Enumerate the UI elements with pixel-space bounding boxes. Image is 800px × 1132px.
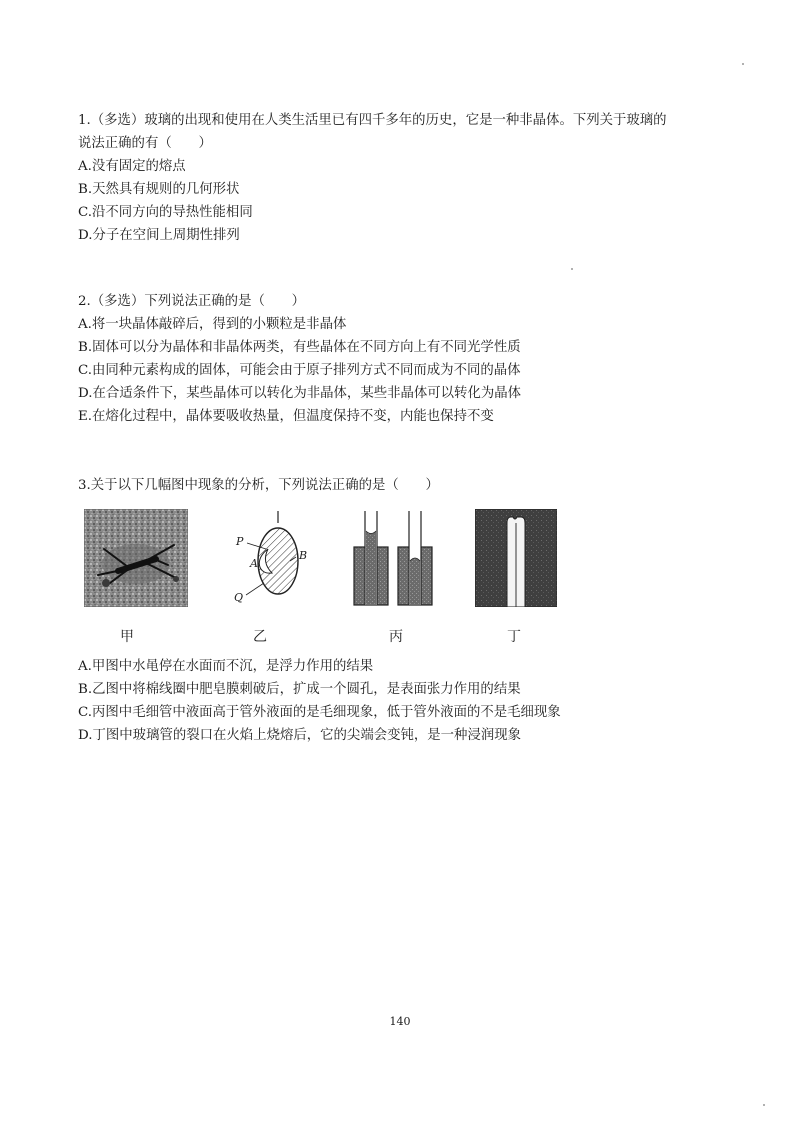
question-3-option-d: D.丁图中玻璃管的裂口在火焰上烧熔后，它的尖端会变钝，是一种浸润现象	[78, 728, 522, 743]
figure-yi-soap-film	[228, 509, 318, 607]
label-b: B	[299, 549, 308, 562]
question-2-option-d: D.在合适条件下，某些晶体可以转化为非晶体，某些非晶体可以转化为晶体	[78, 386, 522, 401]
scan-speck	[763, 1104, 765, 1106]
question-1	[78, 109, 712, 247]
question-2	[78, 290, 712, 428]
question-1-option-d: D.分子在空间上周期性排列	[78, 228, 240, 243]
question-1-option-b: B.天然具有规则的几何形状	[78, 182, 240, 197]
figure-jia-water-strider	[84, 509, 188, 607]
question-1-option-c: C.沿不同方向的导热性能相同	[78, 205, 253, 220]
caption-jia: 甲	[120, 629, 134, 645]
page-number: 140	[389, 1015, 411, 1028]
label-p: P	[236, 535, 244, 548]
question-2-option-e: E.在熔化过程中，晶体要吸收热量，但温度保持不变，内能也保持不变	[78, 409, 494, 424]
question-2-stem: 2.（多选）下列说法正确的是（ ）	[78, 294, 306, 309]
label-q: Q	[234, 591, 244, 604]
question-2-option-b: B.固体可以分为晶体和非晶体两类，有些晶体在不同方向上有不同光学性质	[78, 340, 521, 355]
question-3-option-c: C.丙图中毛细管中液面高于管外液面的是毛细现象，低于管外液面的不是毛细现象	[78, 705, 561, 720]
question-3-option-a: A.甲图中水黾停在水面而不沉，是浮力作用的结果	[78, 659, 374, 674]
question-3-option-b: B.乙图中将棉线圈中肥皂膜刺破后，扩成一个圆孔，是表面张力作用的结果	[78, 682, 521, 697]
question-1-option-a: A.没有固定的熔点	[78, 159, 186, 174]
question-3-stem: 3.关于以下几幅图中现象的分析，下列说法正确的是（ ）	[78, 478, 439, 493]
caption-yi: 乙	[253, 629, 267, 645]
question-2-option-a: A.将一块晶体敲碎后，得到的小颗粒是非晶体	[78, 317, 347, 332]
scan-speck	[571, 268, 573, 270]
scan-speck	[742, 63, 744, 65]
question-3	[78, 474, 712, 497]
question-1-stem-line1: 1.（多选）玻璃的出现和使用在人类生活里已有四千多年的历史，它是一种非晶体。下列关于玻璃的	[78, 113, 667, 128]
figure-bing-capillary-tubes	[352, 509, 436, 607]
question-1-stem-line2: 说法正确的有（ ）	[78, 136, 212, 151]
figure-ding-glass-tube	[475, 509, 557, 607]
label-a: A	[250, 557, 258, 570]
question-2-option-c: C.由同种元素构成的固体，可能会由于原子排列方式不同而成为不同的晶体	[78, 363, 521, 378]
question-3-options	[78, 655, 712, 747]
caption-bing: 丙	[389, 629, 403, 645]
caption-ding: 丁	[507, 629, 521, 645]
